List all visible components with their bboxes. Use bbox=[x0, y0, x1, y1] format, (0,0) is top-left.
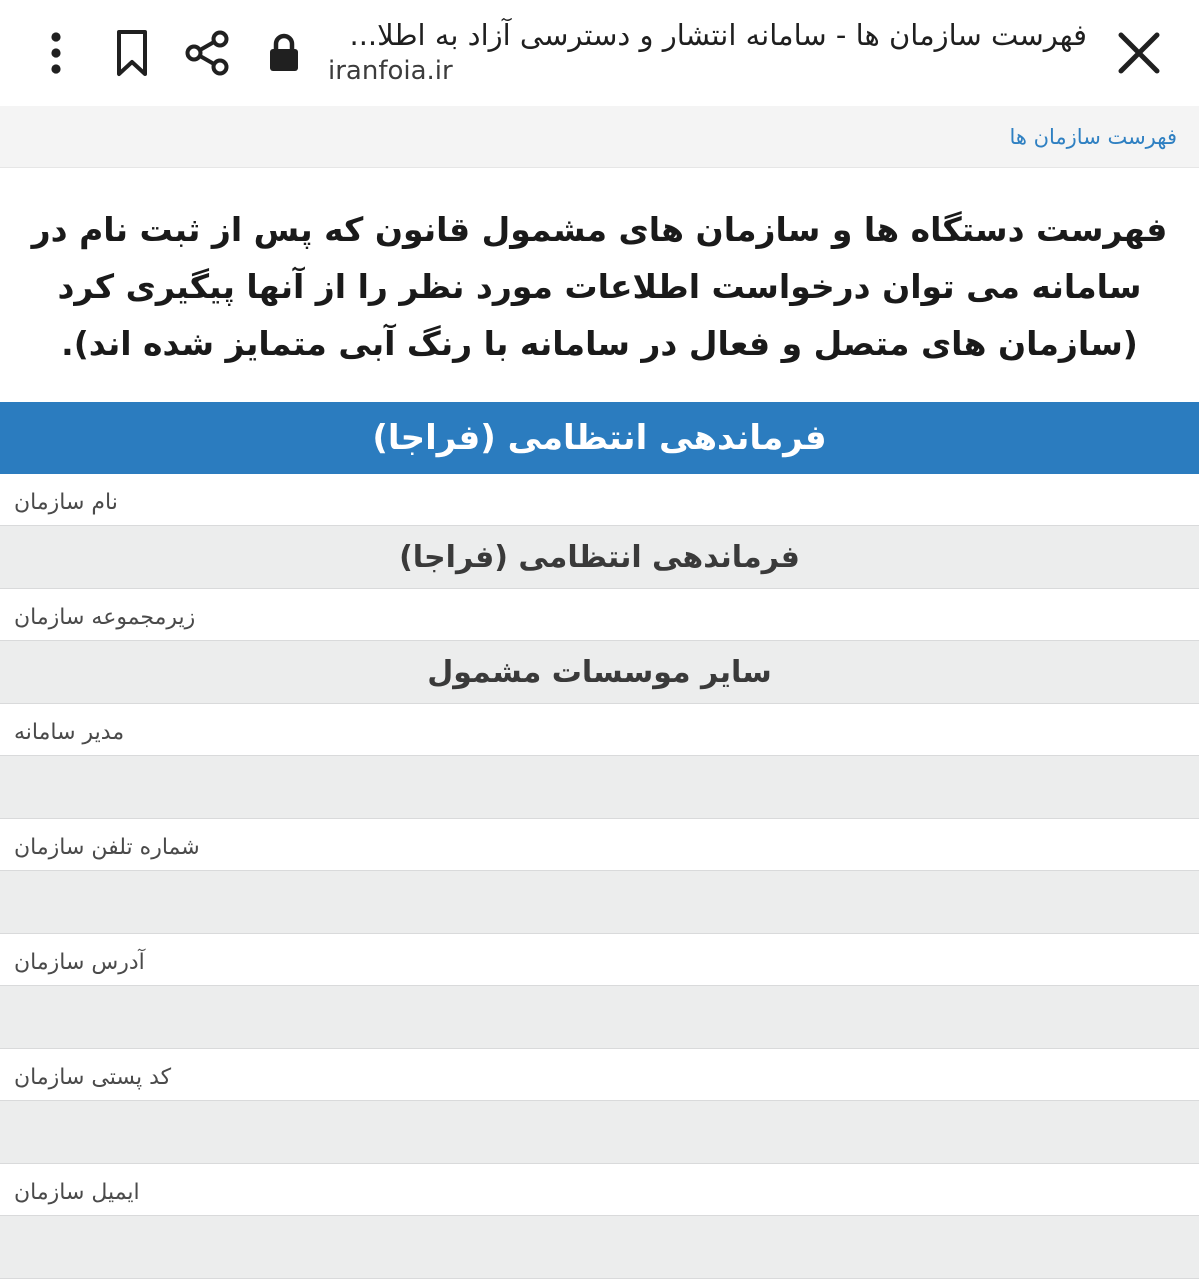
field-label: مدیر سامانه bbox=[14, 720, 125, 746]
share-icon[interactable] bbox=[170, 15, 246, 91]
close-icon[interactable] bbox=[1097, 11, 1181, 95]
tab-url: iranfoia.ir bbox=[328, 56, 453, 87]
field-value[interactable] bbox=[0, 1215, 1199, 1279]
field-value[interactable] bbox=[0, 985, 1199, 1049]
breadcrumb bbox=[0, 106, 1199, 168]
field-organization-category bbox=[0, 589, 1199, 704]
browser-top-bar bbox=[0, 0, 1199, 106]
field-value[interactable] bbox=[0, 1100, 1199, 1164]
field-organization-postal-code bbox=[0, 1049, 1199, 1164]
field-organization-address bbox=[0, 934, 1199, 1049]
bookmark-icon[interactable] bbox=[94, 15, 170, 91]
field-value[interactable] bbox=[0, 755, 1199, 819]
intro-text-highlight: (سازمان های متصل و فعال در سامانه با رنگ آبی متمایز شده اند) bbox=[73, 323, 1138, 363]
field-label: شماره تلفن سازمان bbox=[14, 835, 200, 861]
field-label: ایمیل سازمان bbox=[14, 1180, 140, 1206]
organization-details-form bbox=[0, 474, 1199, 1279]
field-organization-name bbox=[0, 474, 1199, 589]
tab-info[interactable] bbox=[322, 18, 1097, 88]
field-value[interactable]: فرماندهی انتظامی (فراجا) bbox=[0, 525, 1199, 589]
field-value[interactable] bbox=[0, 870, 1199, 934]
organization-header: فرماندهی انتظامی (فراجا) bbox=[0, 402, 1199, 474]
field-organization-email bbox=[0, 1164, 1199, 1279]
field-organization-phone bbox=[0, 819, 1199, 934]
top-bar-actions bbox=[18, 15, 322, 91]
intro-text-part1: فهرست دستگاه ها و سازمان های مشمول قانون که پس از ثبت نام در سامانه می توان درخواست اطلاعات مورد نظر را از آنها پیگیری کرد bbox=[31, 210, 1168, 306]
field-label: زیرمجموعه سازمان bbox=[14, 605, 196, 631]
page-intro-text bbox=[0, 168, 1199, 402]
field-label: نام سازمان bbox=[14, 490, 118, 516]
intro-text-part2: . bbox=[61, 323, 74, 363]
more-vertical-icon[interactable] bbox=[18, 15, 94, 91]
field-label: آدرس سازمان bbox=[14, 950, 145, 976]
breadcrumb-link-organizations[interactable]: فهرست سازمان ها bbox=[1009, 124, 1177, 149]
lock-icon[interactable] bbox=[246, 15, 322, 91]
field-value[interactable]: سایر موسسات مشمول bbox=[0, 640, 1199, 704]
field-label: کد پستی سازمان bbox=[14, 1065, 172, 1091]
field-system-manager bbox=[0, 704, 1199, 819]
tab-title: فهرست سازمان ها - سامانه انتشار و دسترسی آزاد به اطلا... bbox=[349, 18, 1087, 53]
